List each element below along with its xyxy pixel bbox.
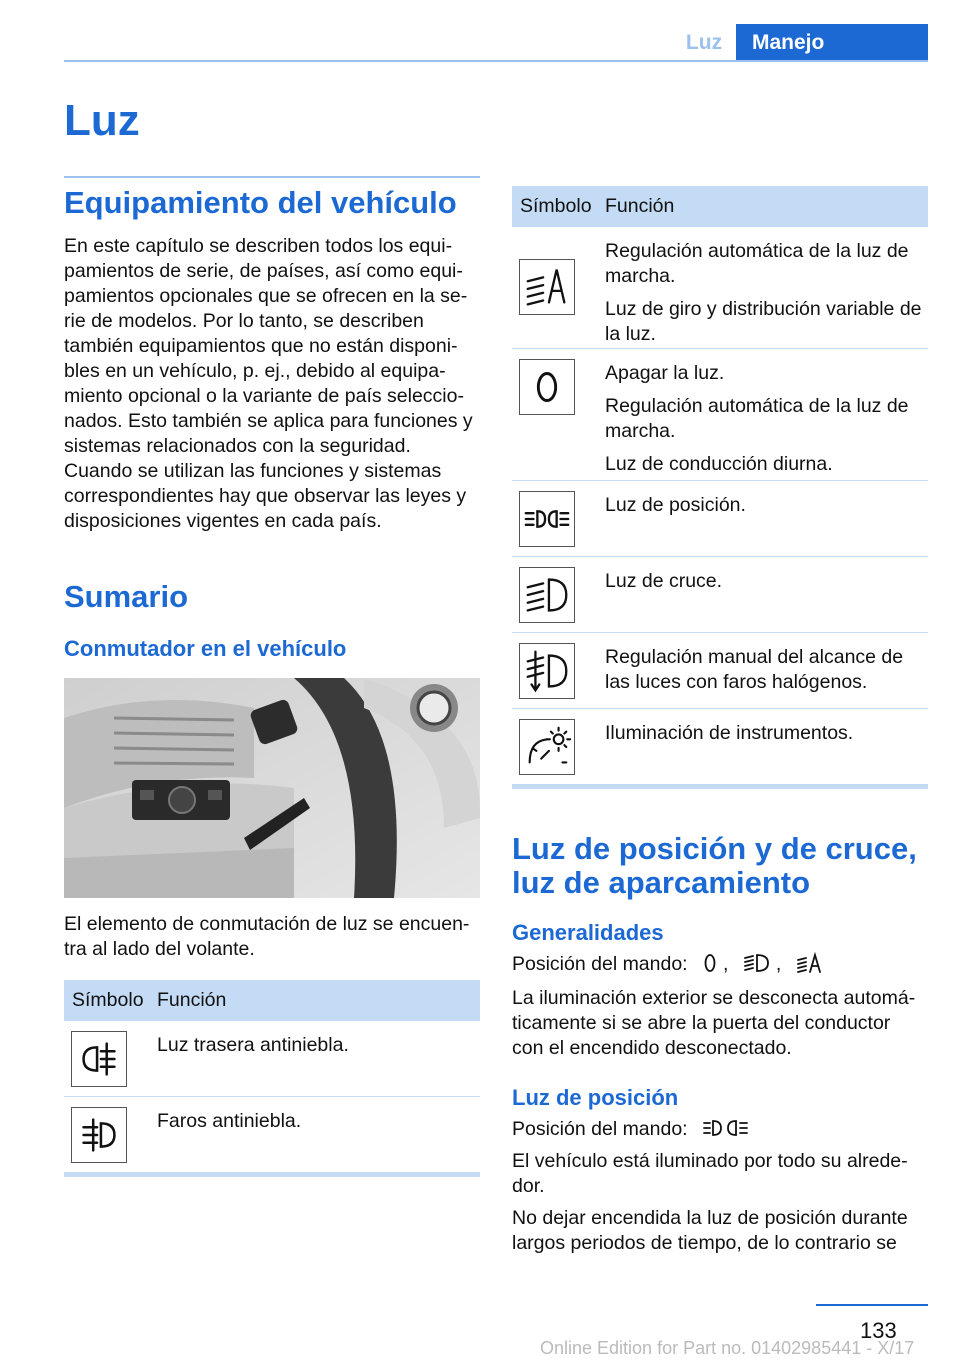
auto-headlight-icon [519, 259, 575, 315]
light-switch-photo [64, 678, 480, 898]
equipment-paragraph: En este capítulo se describen todos los equi‐ pamientos de serie, de países, así como equi‐ pamientos opcionales que se ofrecen en la se‐ rie de modelos. Por lo tanto, se describen también equipamientos que no están disponi‐ bles en un vehículo, p. ej., debido al equipa‐ miento opcional o la variante de país seleccio‐ nados. Esto también se aplica para funciones y sistemas relacionados con la seguridad. Cuando se utilizan las funciones y sistemas correspondientes hay que observar las leyes y disposiciones vigentes en cada país. [64, 235, 473, 532]
general-paragraph: La iluminación exterior se desconecta automá‐ ticamente si se abre la puerta del conductor con el encendido desconectado. [512, 987, 916, 1059]
parking-position-line: Posición del mando: [512, 1117, 755, 1142]
header-tab-chapter: Manejo [736, 24, 928, 62]
heading-summary: Sumario [64, 579, 189, 614]
col-symbol: Símbolo [72, 989, 144, 1011]
col-function: Función [157, 989, 227, 1011]
table-footer-rule [64, 1172, 480, 1177]
instrument-lighting-icon [519, 719, 575, 775]
subheading-parking-light: Luz de posición [512, 1085, 679, 1110]
parking-light-icon [519, 491, 575, 547]
general-position-line: Posición del mando: , , [512, 952, 829, 977]
function-text: Luz trasera antiniebla. [157, 1034, 349, 1056]
low-beam-inline-icon [744, 952, 770, 974]
heading-equipment: Equipamiento del vehículo [64, 185, 457, 220]
col-function: Función [605, 195, 675, 217]
function-text: Regulación manual del alcance de las luces con faros halógenos. [605, 646, 904, 693]
footer-edition: Online Edition for Part no. 01402985441 - X/17 [540, 1338, 915, 1358]
table-header [512, 186, 928, 226]
function-text: Luz de cruce. [605, 570, 723, 592]
heading-parking-lights: Luz de posición y de cruce, luz de aparcamiento [512, 831, 917, 900]
header-tab-section: Luz [685, 31, 723, 54]
page-title: Luz [64, 96, 140, 145]
table-header [64, 980, 480, 1020]
col-symbol: Símbolo [520, 195, 592, 217]
parking-light-inline-icon [703, 1117, 749, 1139]
function-text: Faros antiniebla. [157, 1110, 302, 1132]
subheading-general: Generalidades [512, 920, 664, 945]
table-row [512, 556, 928, 632]
front-fog-light-icon [71, 1107, 127, 1163]
function-text: Iluminación de instrumentos. [605, 722, 854, 744]
footer-rule [816, 1304, 928, 1306]
function-text: Luz de posición. [605, 494, 746, 516]
header-rule [64, 60, 928, 62]
table-row [512, 632, 928, 708]
table-footer-rule [512, 784, 928, 789]
table-light-switch [512, 186, 928, 789]
lights-off-icon [519, 359, 575, 415]
table-row [512, 480, 928, 556]
function-text: Apagar la luz. Regulación automática de la luz de marcha. Luz de conducción diurna. [605, 362, 909, 475]
table-row [512, 708, 928, 784]
rear-fog-light-icon [71, 1031, 127, 1087]
table-fog-lights [64, 980, 480, 1177]
headlight-range-icon [519, 643, 575, 699]
subheading-switch: Conmutador en el vehículo [64, 636, 347, 661]
table-row [64, 1096, 480, 1172]
function-text: Regulación automática de la luz de marcha. Luz de giro y distribución variable de la luz. [605, 240, 922, 345]
table-row [512, 226, 928, 348]
table-row [512, 348, 928, 480]
page-number: 133 [860, 1318, 897, 1343]
low-beam-icon [519, 567, 575, 623]
table-row [64, 1020, 480, 1096]
auto-headlight-inline-icon [797, 952, 823, 974]
parking-paragraph-2: No dejar encendida la luz de posición durante largos periodos de tiempo, de lo contrario se [512, 1207, 908, 1254]
title-rule [64, 176, 480, 178]
parking-paragraph-1: El vehículo está iluminado por todo su alrede‐ dor. [512, 1150, 908, 1197]
lights-off-inline-icon [703, 952, 717, 974]
switch-caption: El elemento de conmutación de luz se encuen‐ tra al lado del volante. [64, 913, 470, 960]
